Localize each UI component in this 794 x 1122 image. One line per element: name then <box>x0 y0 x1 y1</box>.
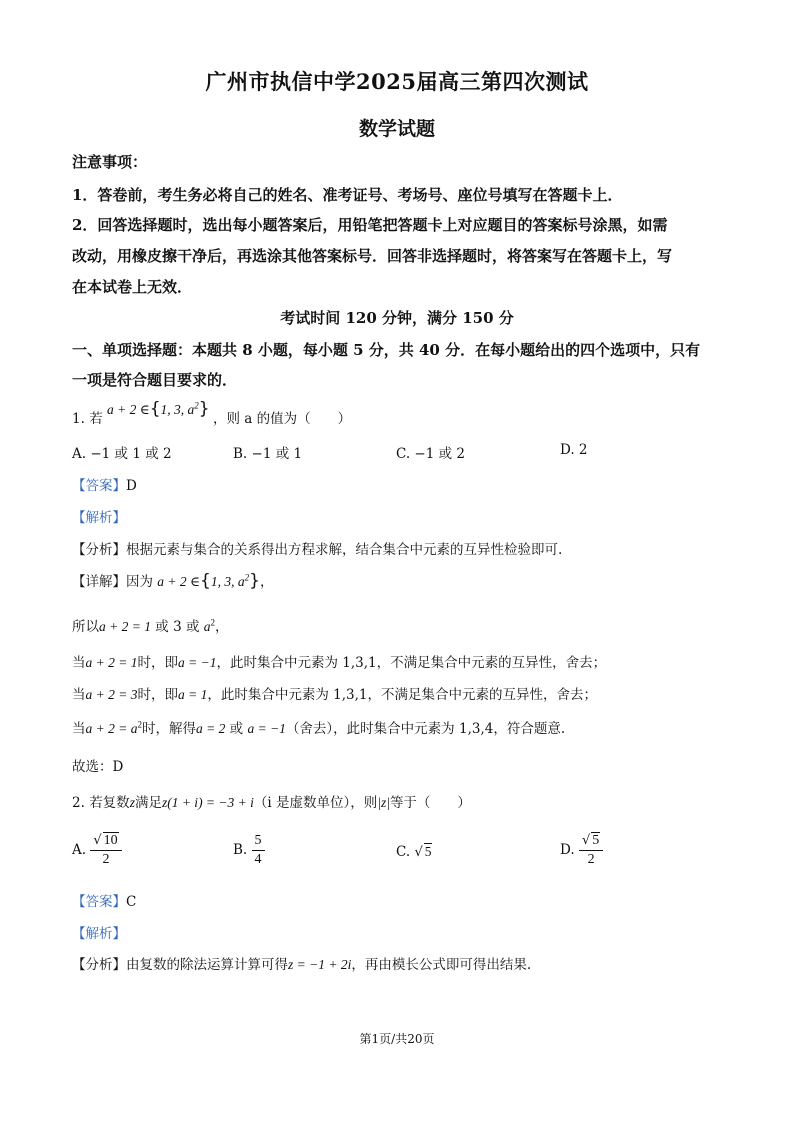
notice-item-2-line-3: 在本试卷上无效． <box>72 278 193 296</box>
question-1-case-2: 当a + 2 = 3时，即a = 1，此时集合中元素为 1,3,1，不满足集合中元素的互异性，舍去； <box>72 687 597 703</box>
question-1-suffix: ，则 a 的值为（ ） <box>213 411 352 427</box>
question-1-number: 1. <box>72 411 85 427</box>
question-1-expr: a + 2 ∈{1, 3, $a^2$} <box>106 399 210 419</box>
notice-heading: 注意事项： <box>72 153 148 171</box>
notice-item-1: 1．答卷前，考生务必将自己的姓名、准考证号、考场号、座位号填写在答题卡上． <box>72 186 623 204</box>
section-1-line-2: 一项是符合题目要求的． <box>72 371 238 389</box>
question-2-option-c: C. √ 5 <box>396 844 432 860</box>
notice-item-2-line-1: 2．回答选择题时，选出每小题答案后，用铅笔把答题卡上对应题目的答案标号涂黑，如需 <box>72 216 668 234</box>
page-subtitle: 数学试题 <box>358 118 435 140</box>
question-1-option-c: C. −1 或 2 <box>396 446 466 462</box>
question-2-fenxi: 【分析】由复数的除法运算计算可得z = −1 + 2i，再由模长公式即可得出结果. <box>72 957 532 973</box>
question-1-prefix: 若 <box>89 411 103 427</box>
exam-time: 考试时间 120 分钟，满分 150 分 <box>280 309 514 327</box>
question-1-option-d: D. 2 <box>560 442 588 458</box>
answer-tag: 【答案】 <box>72 478 126 494</box>
question-1-suoyi: 所以a + 2 = 1 或 3 或 $a^2$， <box>72 617 229 635</box>
page-footer: 第1页/共20页 <box>359 1032 435 1046</box>
section-1-line-1: 一、单项选择题：本题共 8 小题，每小题 5 分，共 40 分．在每小题给出的四个选项中，只有 <box>72 341 701 359</box>
question-1-stem <box>72 399 352 428</box>
question-1-answer: 【答案】D <box>72 478 137 494</box>
question-2-stem: 2. 若复数z满足z(1 + i) = −3 + i（i 是虚数单位），则|z|等于（ ） <box>72 795 471 811</box>
question-1-xiangjie: 【详解】因为 a + 2 ∈{1, 3, $a^2$}， <box>72 571 274 591</box>
question-2-option-b: B. $\frac{5}{4}$ <box>233 832 265 869</box>
question-1-option-b: B. −1 或 1 <box>233 446 303 462</box>
question-1-set: 1, 3, a <box>160 402 195 417</box>
question-1-case-3: 当$a + 2 = a^2$时，解得a = 2 或 a = −1（舍去），此时集合中元素为 1,3,4，符合题意. <box>72 719 566 737</box>
page-title: 广州市执信中学2025届高三第四次测试 <box>205 69 589 94</box>
question-1-fenxi: 【分析】根据元素与集合的关系得出方程求解，结合集合中元素的互异性检验即可. <box>72 542 563 558</box>
notice-item-2-line-2: 改动，用橡皮擦干净后，再选涂其他答案标号．回答非选择题时，将答案写在答题卡上，写 <box>72 247 673 265</box>
question-1-option-a: A. −1 或 1 或 2 <box>72 446 172 462</box>
question-1-case-1: 当a + 2 = 1时，即a = −1，此时集合中元素为 1,3,1，不满足集合中元素的互异性，舍去； <box>72 655 607 671</box>
question-1-final-choice: 故选：D <box>72 759 124 775</box>
question-2-option-a: A. $\frac{√ 10}{2}$ <box>72 832 122 869</box>
question-2-option-d: D. $\frac{√ 5}{2}$ <box>560 832 603 869</box>
question-2-analysis-tag: 【解析】 <box>72 926 126 942</box>
question-2-answer: 【答案】C <box>72 894 137 910</box>
question-1-analysis-tag: 【解析】 <box>72 510 126 526</box>
